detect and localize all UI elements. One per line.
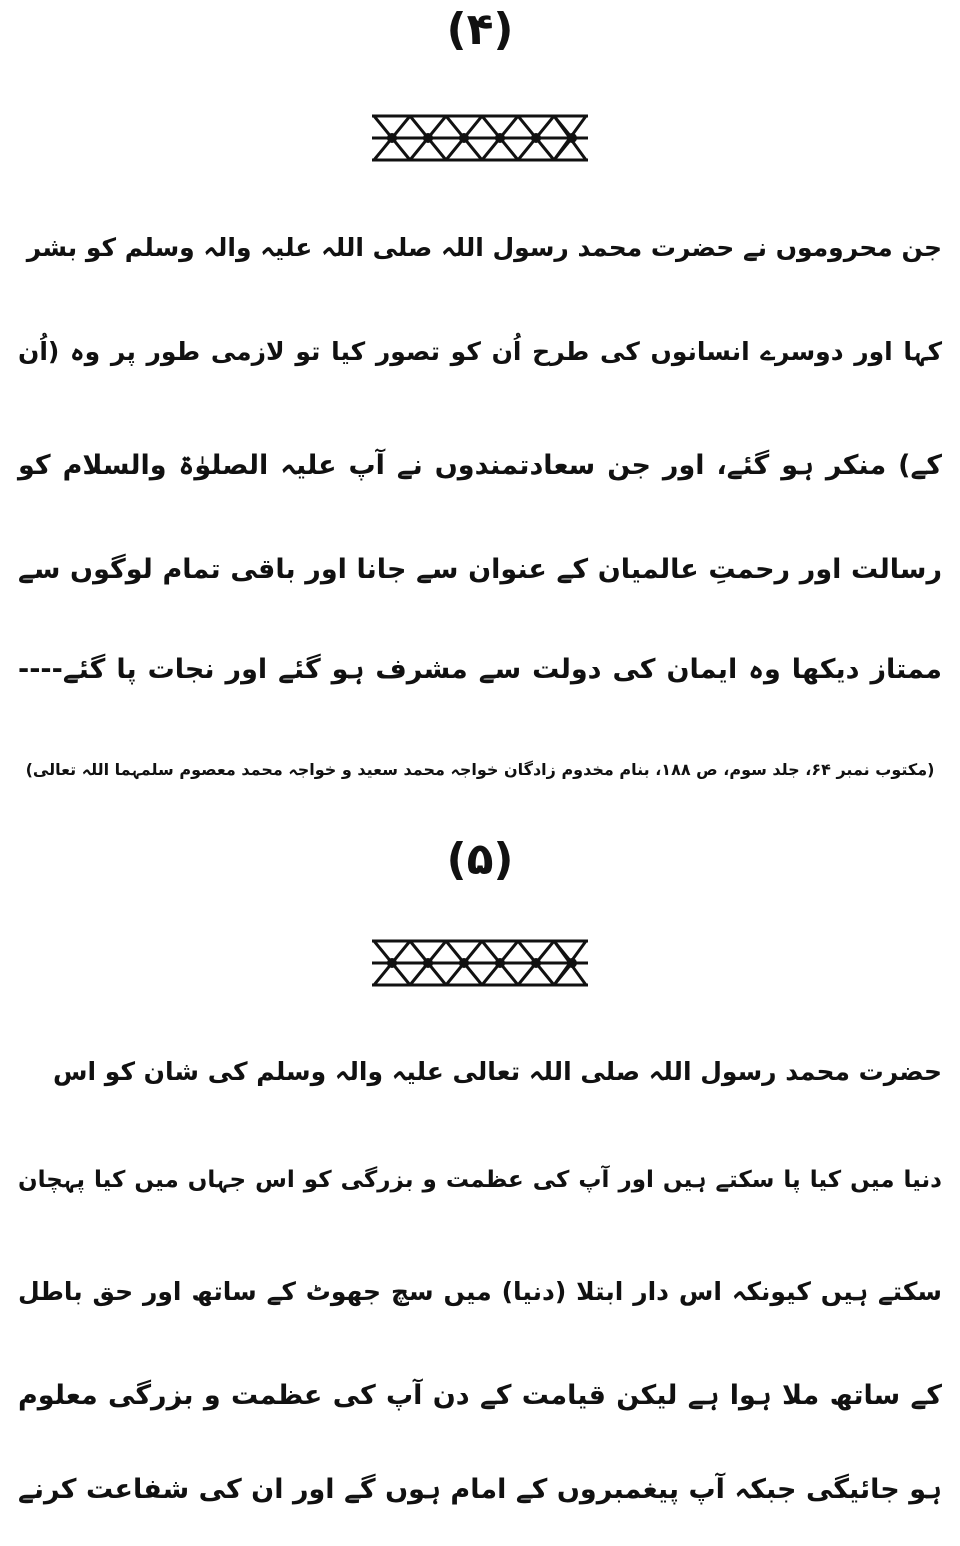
section-5-line-2: دنیا میں کیا پا سکتے ہیں اور آپ کی عظمت و بزرگی کو اس جہاں میں کیا پہچان [18,1167,942,1193]
ornament-divider-icon [370,935,590,991]
section-5-line-3: سکتے ہیں کیونکہ اس دار ابتلا (دنیا) میں سچ جھوٹ کے ساتھ اور حق باطل [18,1277,942,1306]
section-number-4: (۴) [446,4,514,55]
section-4-line-4: رسالت اور رحمتِ عالمیان کے عنوان سے جانا اور باقی تمام لوگوں سے [18,554,942,585]
ornament-divider-icon [370,110,590,166]
section-4-line-3: کے) منکر ہو گئے، اور جن سعادتمندوں نے آپ علیہ الصلوٰۃ والسلام کو [18,450,942,481]
section-4-line-1: جن محروموں نے حضرت محمد رسول اللہ صلی اللہ علیہ والہ وسلم کو بشر [26,233,942,262]
section-4-reference: (مکتوب نمبر ۶۴، جلد سوم، ص ۱۸۸، بنام مخدوم زادگان خواجہ محمد سعید و خواجہ محمد معصوم سلمہما اللہ تعالی) [25,760,935,779]
section-4-line-5: ممتاز دیکھا وہ ایمان کی دولت سے مشرف ہو گئے اور نجات پا گئے---- [18,654,942,685]
section-5-line-5: ہو جائیگی جبکہ آپ پیغمبروں کے امام ہوں گے اور ان کی شفاعت کرنے [18,1474,942,1505]
section-5-line-1: حضرت محمد رسول اللہ صلی اللہ تعالی علیہ والہ وسلم کی شان کو اس [53,1057,942,1086]
section-5-line-4: کے ساتھ ملا ہوا ہے لیکن قیامت کے دن آپ کی عظمت و بزرگی معلوم [18,1380,942,1411]
section-4-line-2: کہا اور دوسرے انسانوں کی طرح اُن کو تصور کیا تو لازمی طور پر وہ (اُن [18,337,942,366]
section-number-5: (۵) [446,834,514,885]
